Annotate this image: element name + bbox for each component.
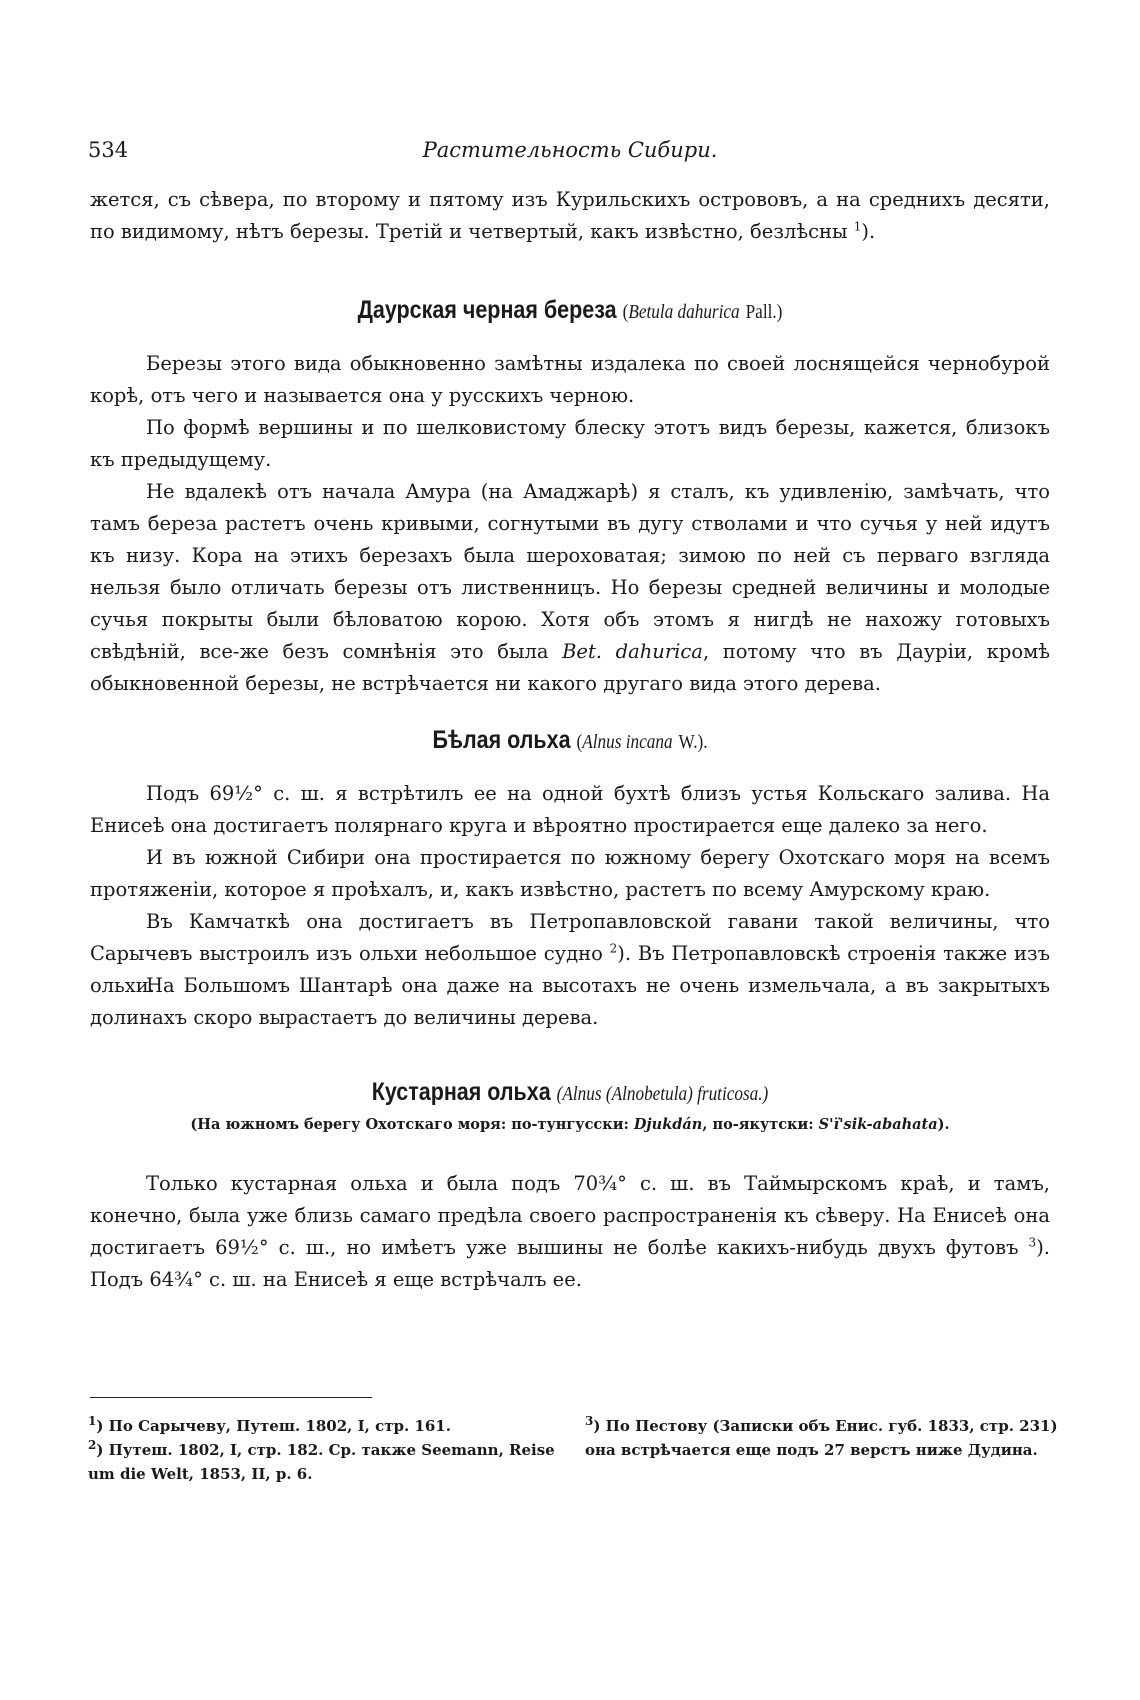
paragraph-text: Подъ 69: [146, 782, 235, 805]
note-text: (На южномъ берегу Охотскаго моря: по-тунгусски:: [190, 1116, 634, 1133]
latin-name: Alnus incana: [582, 731, 673, 753]
paragraph-text: с. ш., но имѣетъ уже вышины не болѣе какихъ-нибудь двухъ футовъ: [268, 1236, 1029, 1259]
paragraph-text: с. ш. я встрѣтилъ ее на одной бухтѣ близъ устья Кольскаго залива. На Енисеѣ она достигаетъ полярнаго круга и вѣроятно простирается еще далеко за него.: [90, 782, 1050, 837]
paragraph: На Большомъ Шантарѣ она даже на высотахъ не очень измельчала, а въ закрытыхъ долинахъ скоро вырастаетъ до величины дерева.: [90, 974, 1050, 1029]
paragraph-text: с. ш. въ Таймырскомъ краѣ, и тамъ, конечно, была уже близь самаго предѣла своего распространенія къ сѣверу. На Енисеѣ она достигаетъ 69: [90, 1172, 1050, 1259]
paragraph-text: Только кустарная ольха и была подъ 70: [146, 1172, 599, 1195]
paragraph: [90, 476, 1050, 700]
footnotes-right: [585, 1414, 1065, 1462]
footnote-3: [585, 1414, 1065, 1462]
latin-name: Betula dahurica: [628, 301, 740, 323]
section-heading-betula: [80, 296, 1060, 325]
paragraph: И въ южной Сибири она простирается по южному берегу Охотскаго моря на всемъ протяженіи, которое я проѣхалъ, и, какъ извѣстно, растетъ по всему Амурскому краю.: [90, 846, 1050, 901]
latitude-fraction: ½°: [234, 782, 263, 805]
section-heading-alnus-fruticosa: [80, 1078, 1060, 1107]
paragraph: По формѣ вершины и по шелковистому блеску этотъ видъ березы, кажется, близокъ къ предыдущему.: [90, 416, 1050, 471]
footnotes-left: [88, 1414, 558, 1486]
latin-name: Bet. dahurica: [562, 640, 703, 663]
latitude-fraction: ½°: [239, 1236, 269, 1259]
note-text: ).: [937, 1116, 950, 1133]
footnote-text: ) Путеш. 1802, I, стр. 182. Ср. также Seemann, Reise um die Welt, 1853, II, p. 6.: [88, 1441, 555, 1483]
paragraph-text: ). Въ Петропавловскѣ строенія также изъ ольхи.: [90, 942, 1050, 997]
footnote-1: [88, 1414, 558, 1438]
vernacular-names-note: [0, 1116, 1140, 1133]
section-title: Даурская черная береза: [357, 296, 617, 324]
tungus-name: Djukdán: [633, 1116, 703, 1133]
latitude-fraction: ¾°: [598, 1172, 627, 1195]
authority: W.).: [678, 731, 708, 753]
latitude-fraction: ¾°: [174, 1268, 203, 1291]
footnote-ref-1: 1: [853, 219, 862, 234]
footnote-mark: 2: [88, 1438, 97, 1452]
paren-open: (: [622, 301, 629, 323]
footnote-mark: 1: [88, 1414, 97, 1428]
paragraph-text: Не вдалекѣ отъ начала Амура (на Амаджарѣ) я сталъ, къ удивленію, замѣчать, что тамъ береза растетъ очень кривыми, согнутыми въ дугу стволами и что сучья у ней идутъ къ низу. Кора на этихъ березахъ была шероховатая; зимою по ней съ перваго взгляда нельзя было отличать березы отъ лиственницъ. Но березы средней величины и молодые сучья покрыты были бѣловатою корою. Хотя объ этомъ я нигдѣ не нахожу готовыхъ свѣдѣній, все-же безъ сомнѣнія это была: [90, 480, 1050, 663]
paragraph: [90, 1168, 1050, 1296]
running-title: Растительность Сибири.: [422, 138, 718, 162]
paragraph-text: Въ Камчаткѣ она достигаетъ въ Петропавловской гавани такой величины, что Сарычевъ выстроилъ изъ ольхи небольшое судно: [90, 910, 1050, 965]
continuation-tail: ).: [861, 220, 876, 243]
page-number: 534: [88, 138, 129, 162]
section-title: Кустарная ольха: [371, 1078, 551, 1106]
continuation-paragraph: [90, 184, 1050, 248]
section-title: Бѣлая ольха: [432, 726, 571, 754]
footnote-rule: [90, 1397, 372, 1398]
paragraph-text: с. ш. на Енисеѣ я еще встрѣчалъ ее.: [202, 1268, 582, 1291]
footnote-text: ) По Сарычеву, Путеш. 1802, I, стр. 161.: [96, 1417, 451, 1435]
note-text: , по-якутски:: [702, 1116, 819, 1133]
continuation-text: жется, съ сѣвера, по второму и пятому изъ Курильскихъ острововъ, а на среднихъ десяти, по видимому, нѣтъ березы. Третій и четвертый, какъ извѣстно, безлѣсны: [90, 188, 1050, 243]
yakut-name: S'ï'sik-abahata: [818, 1116, 938, 1133]
paragraph: [90, 778, 1050, 842]
paragraph-text: , потому что въ Дауріи, кромѣ обыкновенной березы, не встрѣчается ни какого другаго вида этого дерева.: [90, 640, 1051, 695]
authority: Pall.): [745, 301, 783, 323]
footnote-2: [88, 1438, 558, 1486]
footnote-text: ) По Пестову (Записки объ Енис. губ. 1833, стр. 231) она встрѣчается еще подъ 27 верстъ ниже Дудина.: [585, 1417, 1058, 1459]
footnote-ref-3: 3: [1028, 1235, 1037, 1250]
paragraph: Березы этого вида обыкновенно замѣтны издалека по своей лоснящейся чернобурой корѣ, отъ чего и называется она у русскихъ черною.: [90, 352, 1050, 407]
paren-open: (: [576, 731, 583, 753]
footnote-mark: 3: [585, 1414, 594, 1428]
section-heading-alnus-incana: [80, 726, 1060, 755]
latin-name: (Alnus (Alnobetula) fruticosa.): [556, 1083, 769, 1105]
paragraph-text: ). Подъ 64: [90, 1236, 1050, 1291]
footnote-ref-2: 2: [609, 941, 618, 956]
